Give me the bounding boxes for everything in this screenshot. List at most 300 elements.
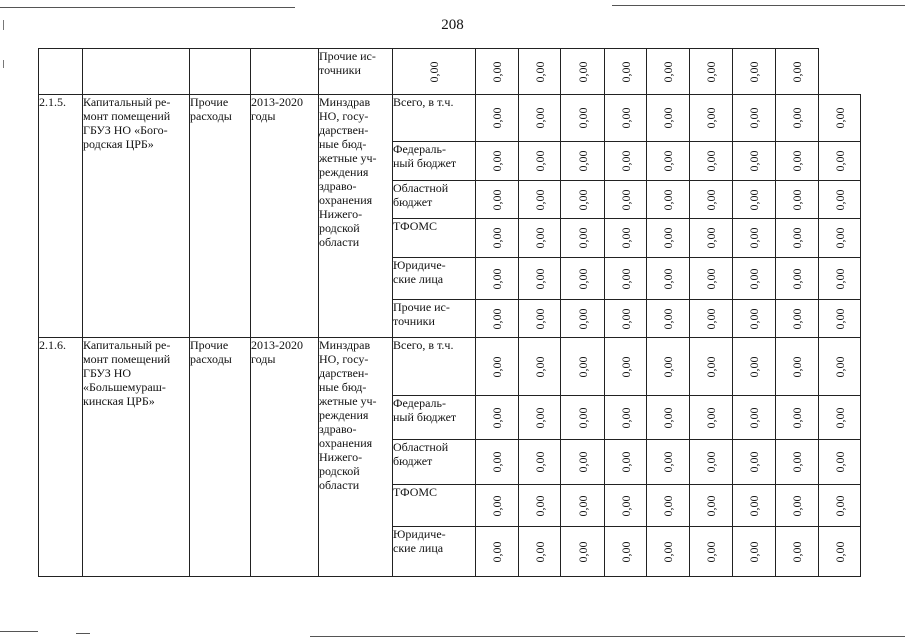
value-text: 0,00	[747, 451, 761, 473]
scan-edge-left-mark	[3, 60, 4, 68]
value-cell	[605, 440, 647, 485]
item-period	[251, 338, 319, 577]
value-text: 0,00	[704, 451, 718, 473]
value-cell	[519, 258, 561, 300]
funding-source-legal	[393, 258, 476, 300]
value-text: 0,00	[490, 356, 504, 377]
value-cell	[733, 49, 776, 95]
value-cell	[690, 396, 733, 440]
value-cell	[605, 396, 647, 440]
scan-edge-left-mark	[3, 20, 4, 30]
value-cell	[476, 181, 519, 219]
value-cell	[776, 95, 819, 142]
value-cell	[561, 485, 605, 527]
value-cell	[561, 142, 605, 181]
value-cell	[519, 485, 561, 527]
value-text: 0,00	[532, 308, 547, 329]
value-cell	[561, 300, 605, 338]
value-cell	[393, 49, 476, 95]
value-cell	[733, 485, 776, 527]
value-cell	[647, 338, 690, 396]
value-text: 0,00	[575, 541, 590, 562]
cell-line: ный бюджет	[393, 410, 457, 424]
value-cell	[733, 219, 776, 258]
cell-line: монт помещений	[83, 109, 171, 123]
value-text: 0,00	[790, 61, 804, 82]
value-cell	[819, 95, 861, 142]
value-cell	[776, 527, 819, 577]
cell-line: Прочие	[190, 95, 229, 109]
value-cell	[476, 49, 519, 95]
value-cell	[647, 300, 690, 338]
value-cell	[776, 142, 819, 181]
value-text: 0,00	[661, 451, 675, 473]
cell-line: Прочие ис-	[393, 300, 450, 314]
cell-line: Минздрав	[319, 338, 371, 352]
funding-source-other	[319, 49, 393, 95]
value-cell	[776, 300, 819, 338]
value-cell	[605, 258, 647, 300]
value-text: 0,00	[618, 150, 633, 172]
value-cell	[476, 338, 519, 396]
cell-line: бюджет	[393, 195, 433, 209]
value-text: 0,00	[490, 451, 504, 473]
value-cell	[776, 396, 819, 440]
value-cell	[819, 219, 861, 258]
cell-line: Прочие ис-	[319, 49, 376, 63]
value-text: 0,00	[704, 107, 718, 129]
value-text: 0,00	[532, 541, 547, 562]
value-text: 0,00	[532, 451, 547, 473]
cell-line: точники	[319, 63, 361, 77]
value-text: 0,00	[532, 356, 547, 377]
value-text: 0,00	[532, 61, 547, 82]
blank-cell	[251, 49, 319, 95]
value-text: 0,00	[618, 61, 633, 82]
value-text: 0,00	[832, 150, 847, 172]
cell-line: Минздрав	[319, 95, 371, 109]
value-cell	[561, 338, 605, 396]
value-cell	[733, 527, 776, 577]
value-text: 0,00	[532, 107, 547, 129]
value-cell	[647, 396, 690, 440]
value-cell	[647, 181, 690, 219]
value-cell	[690, 142, 733, 181]
value-cell	[819, 338, 861, 396]
value-cell	[690, 49, 733, 95]
value-text: 0,00	[618, 356, 633, 377]
value-text: 0,00	[532, 268, 547, 289]
cell-line: монт помещений	[83, 352, 171, 366]
value-text: 0,00	[490, 308, 504, 329]
value-text: 0,00	[575, 227, 590, 249]
value-text: 0,00	[747, 61, 761, 82]
value-text: 0,00	[532, 227, 547, 249]
value-text: 0,00	[704, 189, 718, 210]
scan-edge-bottom-a	[0, 631, 38, 632]
funding-source-federal	[393, 142, 476, 181]
value-text: 0,00	[575, 407, 590, 428]
cell-line: области	[319, 235, 360, 249]
value-text: 0,00	[790, 356, 804, 377]
value-text: 0,00	[575, 189, 590, 210]
value-text: 0,00	[832, 189, 847, 210]
cell-line: бюджет	[393, 454, 433, 468]
value-cell	[819, 142, 861, 181]
value-text: 0,00	[490, 107, 504, 129]
value-text: 0,00	[490, 541, 504, 562]
value-text: 0,00	[575, 495, 590, 516]
item-name	[83, 338, 190, 577]
value-cell	[476, 440, 519, 485]
value-text: 0,00	[618, 227, 633, 249]
value-cell	[776, 440, 819, 485]
value-text: 0,00	[832, 308, 847, 329]
funding-source-regional	[393, 440, 476, 485]
value-text: 0,00	[575, 308, 590, 329]
cell-line: области	[319, 478, 360, 492]
value-text: 0,00	[490, 227, 504, 249]
value-cell	[561, 258, 605, 300]
value-text: 0,00	[661, 308, 675, 329]
value-text: 0,00	[747, 356, 761, 377]
value-cell	[733, 338, 776, 396]
value-cell	[561, 440, 605, 485]
value-cell	[819, 258, 861, 300]
cell-line: здраво-	[319, 179, 357, 193]
value-text: 0,00	[490, 495, 504, 516]
value-cell	[690, 527, 733, 577]
value-cell	[476, 396, 519, 440]
value-cell	[605, 527, 647, 577]
value-text: 0,00	[661, 189, 675, 210]
cell-line: охранения	[319, 193, 373, 207]
value-text: 0,00	[747, 407, 761, 428]
item-number: 2.1.6.	[39, 338, 83, 577]
value-text: 0,00	[704, 227, 718, 249]
value-cell	[476, 527, 519, 577]
cell-line: реждения	[319, 165, 369, 179]
value-text: 0,00	[532, 495, 547, 516]
blank-cell	[190, 49, 251, 95]
cell-line: дарствен-	[319, 123, 369, 137]
value-cell	[605, 95, 647, 142]
value-cell	[819, 396, 861, 440]
value-text: 0,00	[747, 495, 761, 516]
cell-line: расходы	[190, 352, 232, 366]
value-text: 0,00	[618, 451, 633, 473]
cell-line: охранения	[319, 436, 373, 450]
value-cell	[647, 95, 690, 142]
value-text: 0,00	[661, 227, 675, 249]
cell-line: НО, госу-	[319, 352, 369, 366]
cell-line: родской	[319, 221, 360, 235]
cell-line: Федераль-	[393, 396, 446, 410]
value-cell	[605, 485, 647, 527]
cell-line: 2013-2020	[251, 95, 303, 109]
cell-line: реждения	[319, 408, 369, 422]
value-cell	[776, 219, 819, 258]
value-text: 0,00	[704, 308, 718, 329]
value-text: 0,00	[747, 268, 761, 289]
value-cell	[776, 485, 819, 527]
value-cell	[519, 95, 561, 142]
value-cell	[605, 49, 647, 95]
funding-source-legal	[393, 527, 476, 577]
value-text: 0,00	[575, 268, 590, 289]
value-cell	[561, 181, 605, 219]
item-expense-type	[190, 95, 251, 338]
value-text: 0,00	[704, 150, 718, 172]
value-text: 0,00	[704, 407, 718, 428]
cell-line: ные бюд-	[319, 137, 367, 151]
value-cell	[476, 300, 519, 338]
value-cell	[519, 527, 561, 577]
value-cell	[819, 440, 861, 485]
value-cell	[605, 219, 647, 258]
value-cell	[776, 49, 819, 95]
cell-line: Капитальный ре-	[83, 95, 171, 109]
value-text: 0,00	[618, 495, 633, 516]
value-text: 0,00	[661, 356, 675, 377]
value-text: 0,00	[661, 150, 675, 172]
cell-line: ный бюджет	[393, 156, 457, 170]
value-cell	[476, 485, 519, 527]
cell-line: жетные уч-	[319, 394, 377, 408]
value-text: 0,00	[790, 541, 804, 562]
value-text: 0,00	[790, 308, 804, 329]
value-cell	[605, 142, 647, 181]
value-cell	[819, 527, 861, 577]
scan-edge-top-left	[0, 7, 295, 8]
value-cell	[476, 258, 519, 300]
value-cell	[605, 300, 647, 338]
value-text: 0,00	[704, 356, 718, 377]
value-cell	[519, 338, 561, 396]
cell-line: жетные уч-	[319, 151, 377, 165]
scan-edge-bottom-c	[310, 636, 905, 637]
value-text: 0,00	[575, 107, 590, 129]
scan-edge-bottom-b	[76, 633, 90, 634]
value-cell	[647, 440, 690, 485]
value-text: 0,00	[532, 407, 547, 428]
blank-cell	[83, 49, 190, 95]
value-cell	[819, 300, 861, 338]
funding-source-other	[393, 300, 476, 338]
value-text: 0,00	[747, 189, 761, 210]
value-text: 0,00	[704, 268, 718, 289]
value-cell	[476, 142, 519, 181]
value-text: 0,00	[747, 227, 761, 249]
cell-line: Нижего-	[319, 450, 363, 464]
value-text: 0,00	[832, 495, 847, 516]
value-cell	[733, 181, 776, 219]
value-text: 0,00	[704, 541, 718, 562]
cell-line: кинская ЦРБ»	[83, 394, 155, 408]
cell-line: ские лица	[393, 541, 444, 555]
value-cell	[776, 258, 819, 300]
value-cell	[733, 300, 776, 338]
value-text: 0,00	[790, 150, 804, 172]
cell-line: ные бюд-	[319, 380, 367, 394]
value-text: 0,00	[790, 268, 804, 289]
cell-line: ГБУЗ НО	[83, 366, 132, 380]
item-name	[83, 95, 190, 338]
value-cell	[605, 338, 647, 396]
value-cell	[519, 49, 561, 95]
cell-line: Областной	[393, 440, 449, 454]
value-text: 0,00	[704, 61, 718, 82]
value-cell	[690, 181, 733, 219]
value-cell	[561, 396, 605, 440]
value-text: 0,00	[575, 451, 590, 473]
value-text: 0,00	[490, 61, 504, 82]
value-text: 0,00	[790, 407, 804, 428]
value-text: 0,00	[832, 541, 847, 562]
value-text: 0,00	[575, 150, 590, 172]
value-text: 0,00	[618, 308, 633, 329]
value-text: 0,00	[661, 541, 675, 562]
value-cell	[690, 219, 733, 258]
value-cell	[561, 95, 605, 142]
value-cell	[519, 440, 561, 485]
value-text: 0,00	[832, 107, 847, 129]
cell-line: годы	[251, 352, 276, 366]
value-cell	[733, 142, 776, 181]
funding-source-regional	[393, 181, 476, 219]
value-cell	[561, 49, 605, 95]
value-text: 0,00	[618, 407, 633, 428]
value-cell	[519, 300, 561, 338]
value-cell	[776, 338, 819, 396]
value-text: 0,00	[618, 541, 633, 562]
value-text: 0,00	[832, 227, 847, 249]
value-text: 0,00	[575, 61, 590, 82]
item-number: 2.1.5.	[39, 95, 83, 338]
value-text: 0,00	[747, 150, 761, 172]
value-text: 0,00	[704, 495, 718, 516]
value-cell	[519, 142, 561, 181]
value-cell	[476, 219, 519, 258]
value-cell	[561, 219, 605, 258]
value-cell	[733, 95, 776, 142]
value-cell	[733, 258, 776, 300]
value-text: 0,00	[832, 407, 847, 428]
cell-line: родской	[319, 464, 360, 478]
value-text: 0,00	[661, 268, 675, 289]
cell-line: «Большемураш-	[83, 380, 166, 394]
value-text: 0,00	[575, 356, 590, 377]
value-text: 0,00	[532, 150, 547, 172]
value-cell	[690, 95, 733, 142]
value-text: 0,00	[661, 107, 675, 129]
value-cell	[647, 485, 690, 527]
cell-line: Прочие	[190, 338, 229, 352]
value-text: 0,00	[790, 107, 804, 129]
value-cell	[690, 485, 733, 527]
value-text: 0,00	[618, 268, 633, 289]
funding-source-tfoms: ТФОМС	[393, 485, 476, 527]
cell-line: НО, госу-	[319, 109, 369, 123]
scan-edge-top-right	[612, 5, 905, 6]
value-text: 0,00	[790, 495, 804, 516]
value-text: 0,00	[790, 451, 804, 473]
value-text: 0,00	[490, 407, 504, 428]
cell-line: здраво-	[319, 422, 357, 436]
value-text: 0,00	[790, 189, 804, 210]
value-cell	[561, 527, 605, 577]
value-text: 0,00	[661, 407, 675, 428]
value-cell	[647, 49, 690, 95]
cell-line: родская ЦРБ»	[83, 137, 154, 151]
cell-line: ские лица	[393, 272, 444, 286]
value-cell	[690, 440, 733, 485]
cell-line: ГБУЗ НО «Бого-	[83, 123, 168, 137]
cell-line: Юридиче-	[393, 258, 446, 272]
funding-source-total: Всего, в т.ч.	[393, 95, 476, 142]
blank-cell	[39, 49, 83, 95]
value-text: 0,00	[661, 61, 675, 82]
item-expense-type	[190, 338, 251, 577]
value-text: 0,00	[832, 268, 847, 289]
value-text: 0,00	[832, 356, 847, 377]
cell-line: годы	[251, 109, 276, 123]
item-executor	[319, 95, 393, 338]
cell-line: Федераль-	[393, 142, 446, 156]
value-text: 0,00	[747, 308, 761, 329]
value-cell	[519, 396, 561, 440]
table-row	[39, 338, 861, 396]
value-cell	[690, 300, 733, 338]
value-text: 0,00	[490, 150, 504, 172]
value-text: 0,00	[490, 189, 504, 210]
value-text: 0,00	[618, 107, 633, 129]
value-text: 0,00	[832, 451, 847, 473]
value-cell	[476, 95, 519, 142]
budget-table	[38, 48, 861, 577]
value-text: 0,00	[532, 189, 547, 210]
funding-source-total: Всего, в т.ч.	[393, 338, 476, 396]
cell-line: Областной	[393, 181, 449, 195]
value-text: 0,00	[661, 495, 675, 516]
item-period	[251, 95, 319, 338]
value-text: 0,00	[618, 189, 633, 210]
value-cell	[733, 396, 776, 440]
value-cell	[819, 181, 861, 219]
value-cell	[819, 485, 861, 527]
value-cell	[690, 338, 733, 396]
page-number: 208	[441, 17, 464, 33]
value-cell	[733, 440, 776, 485]
value-cell	[690, 258, 733, 300]
value-cell	[647, 142, 690, 181]
cell-line: Капитальный ре-	[83, 338, 171, 352]
value-cell	[647, 258, 690, 300]
value-cell	[519, 219, 561, 258]
value-cell	[647, 219, 690, 258]
value-text: 0,00	[490, 268, 504, 289]
value-cell	[519, 181, 561, 219]
table-row	[39, 95, 861, 142]
value-cell	[776, 181, 819, 219]
funding-source-tfoms: ТФОМС	[393, 219, 476, 258]
cell-line: точники	[393, 314, 435, 328]
funding-source-federal	[393, 396, 476, 440]
value-text: 0,00	[790, 227, 804, 249]
value-text: 0,00	[747, 107, 761, 129]
value-text: 0,00	[427, 61, 441, 82]
cell-line: 2013-2020	[251, 338, 303, 352]
